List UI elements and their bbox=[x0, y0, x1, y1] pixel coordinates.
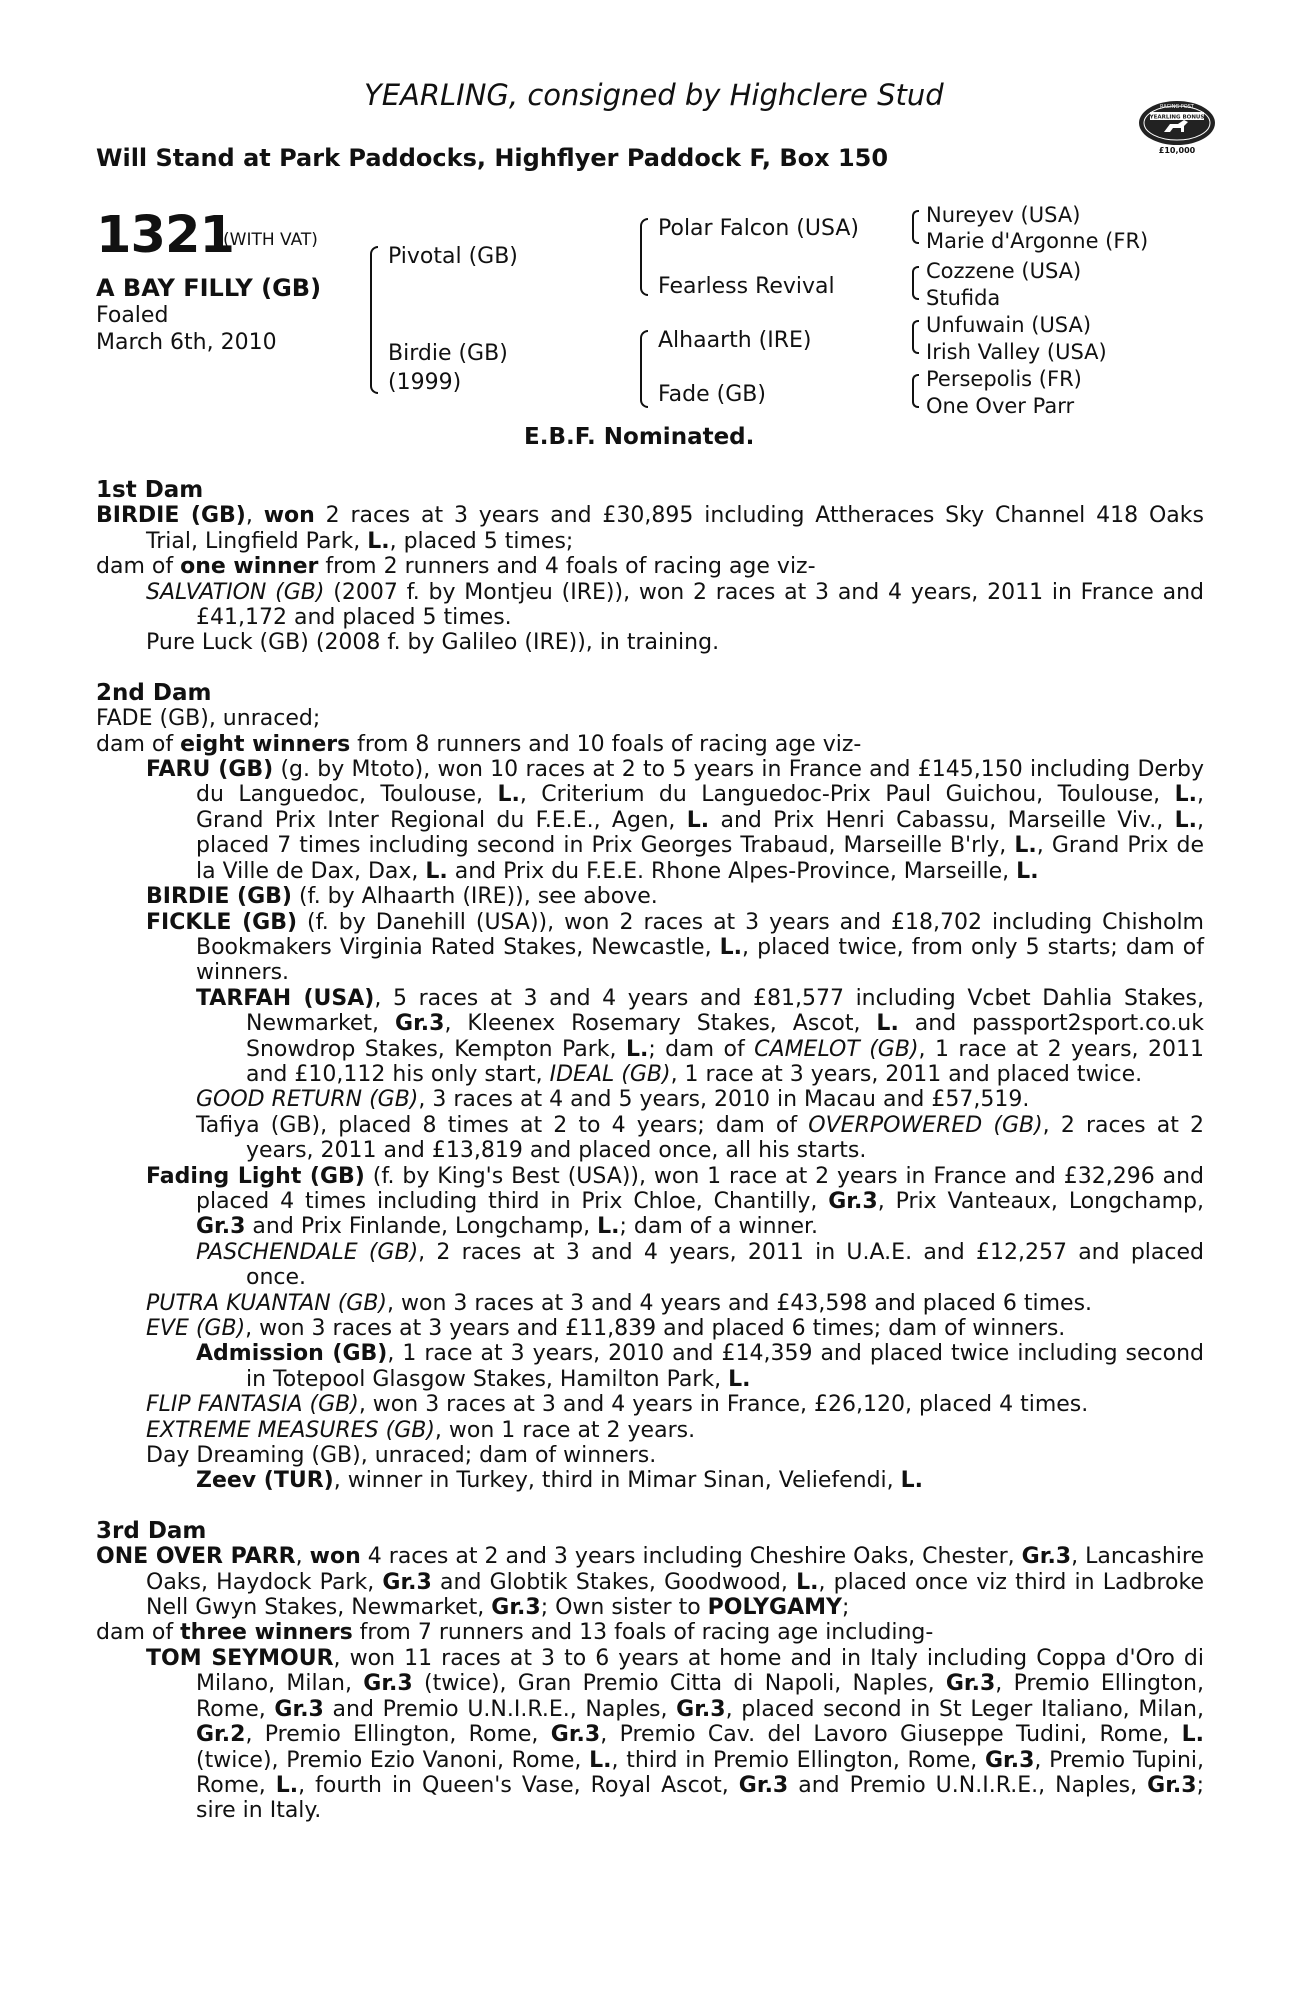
group-label: Gr.3 bbox=[1147, 1772, 1197, 1798]
produce-salvation bbox=[146, 580, 1204, 631]
horse-name: GOOD RETURN (GB) bbox=[196, 1087, 419, 1113]
t: (twice), Premio Ezio Vanoni, Rome, bbox=[196, 1747, 590, 1773]
t: , won 3 races at 3 and 4 years and £43,598 and placed 6 times. bbox=[387, 1290, 1093, 1316]
dam-sire: Alhaarth (IRE) bbox=[658, 328, 812, 353]
t: (twice), Gran Premio Citta di Napoli, Naples, bbox=[412, 1671, 946, 1697]
dam-dam: Fade (GB) bbox=[658, 382, 766, 407]
t: and Premio U.N.I.R.E., Naples, bbox=[323, 1696, 677, 1722]
dam-details bbox=[96, 478, 1204, 1824]
text: dam of bbox=[96, 731, 181, 757]
badge-mid-text: YEARLING BONUS bbox=[1149, 114, 1205, 121]
third-dam-heading: 3rd Dam bbox=[96, 1517, 207, 1544]
pedigree-brace-g2 bbox=[912, 266, 919, 300]
t: from 7 runners and 13 foals of racing age including- bbox=[352, 1620, 934, 1646]
listed-label: L. bbox=[1174, 782, 1198, 808]
t: , won 3 races at 3 years and £11,839 and placed 6 times; dam of winners. bbox=[245, 1316, 1066, 1341]
produce-day-dreaming: Day Dreaming (GB), unraced; dam of winners. bbox=[146, 1443, 657, 1469]
t: (f. by Danehill (USA)), won 2 races at 3 years and £18,702 including Chisholm Bookmakers Virginia Rated Stakes, Newcastle, bbox=[196, 909, 1204, 960]
badge-top-text: RACING POST bbox=[1160, 104, 1194, 110]
horse-name: EVE (GB) bbox=[146, 1316, 246, 1341]
produce-tafiya bbox=[196, 1113, 1204, 1164]
group-label: Gr.3 bbox=[738, 1772, 789, 1798]
listed-label: L. bbox=[796, 1569, 819, 1595]
third-dam-record: ONE OVER PARR, won 4 races at 2 and 3 years including Cheshire Oaks, Chester, Gr.3, Lancashire Oaks, Haydock Park, Gr.3 and Globtik Stakes, Goodwood, L., placed once viz third in Ladbroke Nell Gwyn Stakes, Newmarket, Gr.3; Own sister to POLYGAMY; bbox=[96, 1544, 1204, 1621]
venue-line: Will Stand at Park Paddocks, Highflyer Paddock F, Box 150 bbox=[96, 144, 889, 172]
third-dam-produce-summary bbox=[96, 1620, 1204, 1645]
t: , Kleenex Rosemary Stakes, Ascot, bbox=[444, 1011, 877, 1037]
t: and passport2sport.co.uk Snowdrop Stakes, Kempton Park, bbox=[246, 1011, 1204, 1062]
listed-label: L. bbox=[728, 1366, 751, 1392]
ebf-nomination: E.B.F. Nominated. bbox=[524, 424, 755, 450]
group-label: Gr.3 bbox=[1021, 1544, 1072, 1570]
granddam-4: One Over Parr bbox=[926, 394, 1075, 418]
t: , placed second in St Leger Italiano, Milan, bbox=[725, 1696, 1204, 1722]
t: , 2 races at 3 and 4 years, 2011 in U.A.E. and £12,257 and placed once. bbox=[246, 1239, 1205, 1291]
sire-dam: Fearless Revival bbox=[658, 274, 835, 299]
dam-name: Birdie (GB) bbox=[388, 341, 508, 366]
listed-label: L. bbox=[625, 1036, 649, 1062]
t: , 1 race at 3 years, 2010 and £14,359 and placed twice including second in Totepool Glasgow Stakes, Hamilton Park, bbox=[246, 1341, 1204, 1392]
t: , won 11 races at 3 to 6 years at home and in Italy including Coppa d'Oro di Milano, Milan, bbox=[196, 1645, 1204, 1697]
second-dam-produce-summary bbox=[96, 732, 1204, 757]
produce-faru bbox=[146, 757, 1204, 884]
t: , Prix Vanteaux, Longchamp, bbox=[877, 1188, 1204, 1214]
t: , 5 races at 3 and 4 years and £81,577 including Vcbet Dahlia Stakes, Newmarket, bbox=[246, 985, 1204, 1037]
horse-name: FARU (GB) bbox=[146, 757, 274, 783]
grandsire-4: Persepolis (FR) bbox=[926, 367, 1082, 391]
t: , 2 races at 2 years, 2011 and £13,819 and placed once, all his starts. bbox=[246, 1112, 1204, 1164]
listed-label: L. bbox=[719, 934, 743, 960]
t: , placed twice, from only 5 starts; dam of winners. bbox=[196, 934, 1204, 986]
t: and Prix Finlande, Longchamp, bbox=[245, 1214, 598, 1240]
first-dam-record: BIRDIE (GB), won 2 races at 3 years and £30,895 including Attheraces Sky Channel 418 Oaks Trial, Lingfield Park, L., placed 5 times; bbox=[96, 503, 1204, 554]
listed-label: L. bbox=[1016, 858, 1039, 884]
horse-name: IDEAL (GB) bbox=[549, 1061, 671, 1087]
t: , Premio Ellington, Rome, bbox=[245, 1722, 551, 1748]
dam-name: BIRDIE (GB) bbox=[96, 503, 246, 529]
horse-name: PASCHENDALE (GB) bbox=[196, 1239, 419, 1265]
first-dam-heading: 1st Dam bbox=[96, 477, 204, 503]
t: 4 races at 2 and 3 years including Cheshire Oaks, Chester, bbox=[360, 1544, 1022, 1570]
t: ; sire in Italy. bbox=[196, 1772, 1205, 1824]
first-dam-produce-summary bbox=[96, 554, 1204, 579]
listed-label: L. bbox=[497, 782, 520, 808]
listed-label: L. bbox=[1174, 807, 1197, 833]
listed-label: L. bbox=[1181, 1722, 1204, 1748]
yearling-bonus-badge-icon bbox=[1136, 98, 1218, 156]
listed-label: L. bbox=[1014, 833, 1037, 859]
produce-extreme-measures bbox=[146, 1418, 1204, 1443]
sire-sire: Polar Falcon (USA) bbox=[658, 216, 859, 241]
listed-label: L. bbox=[275, 1772, 299, 1798]
t: ; dam of a winner. bbox=[619, 1214, 819, 1240]
horse-name: A BAY FILLY (GB) bbox=[96, 274, 322, 302]
t: , third in Premio Ellington, Rome, bbox=[611, 1747, 985, 1773]
text: from 8 runners and 10 foals of racing age viz- bbox=[350, 731, 862, 757]
horse-name: OVERPOWERED (GB) bbox=[808, 1112, 1043, 1138]
t: , Premio Ellington, Rome, bbox=[196, 1671, 1204, 1722]
horse-name: FLIP FANTASIA (GB) bbox=[146, 1392, 359, 1418]
winners-count: eight winners bbox=[180, 731, 351, 757]
winners-count: one winner bbox=[180, 554, 319, 580]
horse-name: PUTRA KUANTAN (GB) bbox=[146, 1290, 388, 1316]
t: (f. by Alhaarth (IRE)), see above. bbox=[291, 884, 658, 910]
group-label: Gr.3 bbox=[676, 1696, 726, 1722]
horse-name: TOM SEYMOUR bbox=[146, 1645, 334, 1671]
t: , Premio Cav. del Lavoro Giuseppe Tudini, Rome, bbox=[600, 1722, 1182, 1748]
produce-good-return bbox=[196, 1087, 1204, 1112]
text: dam of bbox=[96, 554, 181, 580]
t: , won 3 races at 3 and 4 years in France, £26,120, placed 4 times. bbox=[358, 1392, 1089, 1418]
horse-name: CAMELOT (GB) bbox=[754, 1036, 919, 1062]
produce-putra-kuantan bbox=[146, 1291, 1204, 1316]
t: dam of bbox=[96, 1620, 181, 1646]
produce-fading-light bbox=[146, 1164, 1204, 1240]
t: , placed 7 times including second in Prix Georges Trabaud, Marseille B'rly, bbox=[196, 807, 1204, 859]
sire-name: Pivotal (GB) bbox=[388, 244, 518, 269]
second-dam-name: FADE (GB), unraced; bbox=[96, 706, 321, 732]
foaled-date: March 6th, 2010 bbox=[96, 330, 277, 355]
granddam-3: Irish Valley (USA) bbox=[926, 340, 1107, 364]
horse-name: Fading Light (GB) bbox=[146, 1163, 365, 1189]
t: , 1 race at 2 years, 2011 and £10,112 his only start, bbox=[246, 1036, 1204, 1087]
group-label: Gr.3 bbox=[984, 1747, 1035, 1773]
t: , placed once viz third in Ladbroke Nell Gwyn Stakes, Newmarket, bbox=[146, 1569, 1204, 1621]
t: ; dam of bbox=[648, 1036, 755, 1062]
won-label: won bbox=[263, 503, 315, 529]
listed-label: L. bbox=[597, 1214, 620, 1240]
group-label: Gr.3 bbox=[196, 1214, 246, 1240]
won-label: won bbox=[309, 1544, 361, 1570]
produce-pure-luck: Pure Luck (GB) (2008 f. by Galileo (IRE)), in training. bbox=[146, 630, 720, 656]
horse-name: SALVATION (GB) bbox=[146, 579, 325, 605]
t: Tafiya (GB), placed 8 times at 2 to 4 years; dam of bbox=[196, 1112, 809, 1138]
listed-label: L. bbox=[686, 807, 710, 833]
record-text: (2007 f. by Montjeu (IRE)), won 2 races at 3 and 4 years, 2011 in France and £41,172 and placed 5 times. bbox=[196, 579, 1204, 631]
t: , 3 races at 4 and 5 years, 2010 in Macau and £57,519. bbox=[418, 1087, 1030, 1113]
t: and Prix Henri Cabassu, Marseille Viv., bbox=[709, 807, 1175, 833]
produce-eve bbox=[146, 1316, 1204, 1341]
horse-name: EXTREME MEASURES (GB) bbox=[146, 1417, 435, 1443]
consignment-title: YEARLING, consigned by Highclere Stud bbox=[364, 78, 944, 112]
grandsire-2: Cozzene (USA) bbox=[926, 259, 1082, 283]
pedigree-brace-g1 bbox=[912, 210, 919, 244]
group-label: Gr.3 bbox=[491, 1595, 541, 1621]
t: , won 1 race at 2 years. bbox=[434, 1417, 696, 1443]
produce-paschendale bbox=[196, 1240, 1204, 1291]
t: (f. by King's Best (USA)), won 1 race at 2 years in France and £32,296 and placed 4 times including third in Prix Chloe, Chantilly, bbox=[196, 1163, 1205, 1214]
t: , Criterium du Languedoc-Prix Paul Guichou, Toulouse, bbox=[519, 782, 1175, 808]
grandsire-3: Unfuwain (USA) bbox=[926, 313, 1092, 337]
granddam-2: Stufida bbox=[926, 286, 1001, 310]
t: , Grand Prix de la Ville de Dax, Dax, bbox=[196, 833, 1205, 884]
t: ; Own sister to bbox=[540, 1595, 708, 1621]
horse-name: POLYGAMY bbox=[707, 1595, 842, 1621]
horse-name: FICKLE (GB) bbox=[146, 909, 298, 935]
record-text: 2 races at 3 years and £30,895 including Attheraces Sky Channel 418 Oaks Trial, Lingfield Park, bbox=[146, 503, 1204, 554]
record-text: , placed 5 times; bbox=[389, 528, 574, 554]
listed-label: L. bbox=[425, 858, 448, 884]
horse-name: Admission (GB) bbox=[196, 1341, 388, 1367]
granddam-1: Marie d'Argonne (FR) bbox=[926, 229, 1149, 253]
t: and Globtik Stakes, Goodwood, bbox=[431, 1569, 797, 1595]
produce-fickle bbox=[146, 910, 1204, 986]
t: and Premio U.N.I.R.E., Naples, bbox=[788, 1772, 1148, 1798]
foaled-label: Foaled bbox=[96, 303, 169, 328]
t: , Grand Prix Inter Regional du F.E.E., Agen, bbox=[196, 782, 1205, 833]
t: , Lancashire Oaks, Haydock Park, bbox=[146, 1544, 1204, 1595]
t: , fourth in Queen's Vase, Royal Ascot, bbox=[298, 1772, 739, 1798]
pedigree-brace-g3 bbox=[912, 320, 919, 354]
t: , Premio Tupini, Rome, bbox=[196, 1747, 1204, 1798]
dam-year: (1999) bbox=[388, 370, 462, 395]
listed-label: L. bbox=[900, 1468, 924, 1494]
text: from 2 runners and 4 foals of racing age viz- bbox=[318, 554, 816, 580]
group-label: Gr.3 bbox=[395, 1011, 445, 1037]
second-dam-heading: 2nd Dam bbox=[96, 679, 212, 706]
listed-label: L. bbox=[367, 528, 390, 554]
produce-admission bbox=[196, 1341, 1204, 1392]
pedigree-brace-main bbox=[370, 246, 378, 394]
pedigree-brace-sire bbox=[640, 218, 648, 296]
group-label: Gr.2 bbox=[196, 1722, 246, 1748]
t: ; bbox=[841, 1595, 850, 1621]
listed-label: L. bbox=[876, 1011, 899, 1037]
produce-tom-seymour bbox=[146, 1646, 1204, 1824]
group-label: Gr.3 bbox=[550, 1722, 601, 1748]
group-label: Gr.3 bbox=[945, 1671, 996, 1697]
group-label: Gr.3 bbox=[382, 1569, 432, 1595]
produce-tarfah bbox=[196, 986, 1204, 1088]
t: , winner in Turkey, third in Mimar Sinan, Veliefendi, bbox=[333, 1468, 901, 1494]
listed-label: L. bbox=[589, 1747, 612, 1773]
produce-zeev bbox=[196, 1468, 1204, 1493]
produce-birdie bbox=[146, 884, 1204, 909]
group-label: Gr.3 bbox=[274, 1696, 324, 1722]
pedigree-brace-g4 bbox=[912, 374, 919, 408]
group-label: Gr.3 bbox=[363, 1671, 413, 1697]
lot-number: 1321 bbox=[96, 206, 234, 265]
t: and Prix du F.E.E. Rhone Alpes-Province, Marseille, bbox=[447, 858, 1017, 884]
horse-name: BIRDIE (GB) bbox=[146, 884, 292, 910]
badge-amount: £10,000 bbox=[1158, 146, 1196, 155]
grandsire-1: Nureyev (USA) bbox=[926, 203, 1081, 227]
pedigree-brace-dam bbox=[640, 330, 648, 408]
horse-name: TARFAH (USA) bbox=[196, 985, 375, 1011]
t: , 1 race at 3 years, 2011 and placed twice. bbox=[670, 1061, 1143, 1087]
dam-name: ONE OVER PARR bbox=[96, 1544, 296, 1570]
vat-note: (WITH VAT) bbox=[223, 230, 318, 250]
group-label: Gr.3 bbox=[828, 1188, 878, 1214]
horse-name: Zeev (TUR) bbox=[196, 1468, 334, 1494]
produce-flip-fantasia bbox=[146, 1392, 1204, 1417]
t: (g. by Mtoto), won 10 races at 2 to 5 years in France and £145,150 including Derby du Languedoc, Toulouse, bbox=[196, 757, 1204, 808]
winners-count: three winners bbox=[180, 1620, 353, 1646]
